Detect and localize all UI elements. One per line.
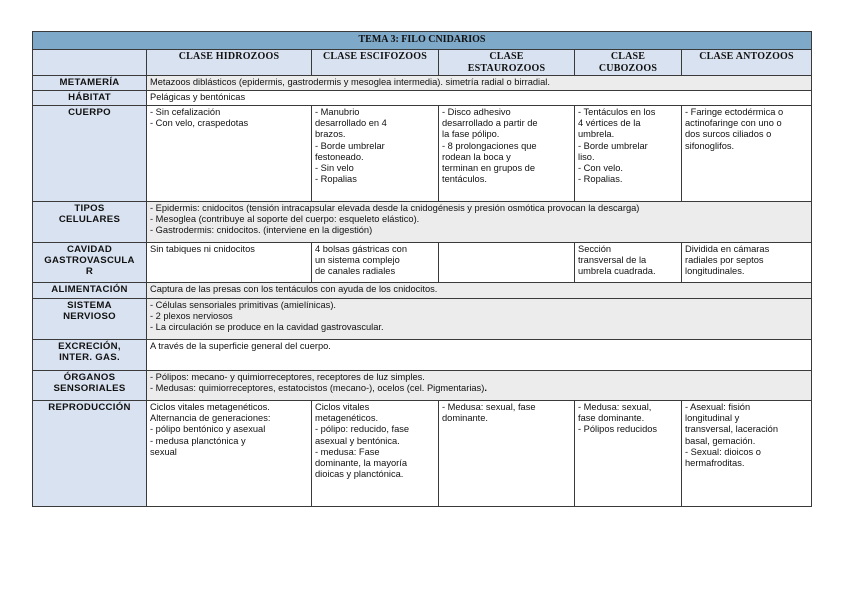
header-estaurozoos: CLASE ESTAUROZOOS: [439, 50, 575, 76]
cell-estaurozoos: - Disco adhesivo desarrollado a partir de la fase pólipo. - 8 prolongaciones que rodean la boca y terminan en grupos de tentáculos.: [439, 106, 575, 202]
cell-cubozoos: - Medusa: sexual, fase dominante. - Pólipos reducidos: [575, 401, 682, 507]
header-row: [33, 50, 812, 76]
cell-cubozoos: - Tentáculos en los 4 vértices de la umbrela. - Borde umbrelar liso. - Con velo. - Ropalias.: [575, 106, 682, 202]
table-title: TEMA 3: FILO CNIDARIOS: [33, 32, 812, 50]
cell-antozoos: Dividida en cámaras radiales por septos longitudinales.: [682, 243, 812, 283]
cell-cubozoos: Sección transversal de la umbrela cuadrada.: [575, 243, 682, 283]
organos-line-1: - Pólipos: mecano- y quimiorreceptores, receptores de luz simples.: [150, 372, 425, 382]
row-label: HÁBITAT: [33, 91, 147, 106]
header-cubozoos: CLASE CUBOZOOS: [575, 50, 682, 76]
header-antozoos: CLASE ANTOZOOS: [682, 50, 812, 76]
row-text: - Células sensoriales primitivas (amielínicas). - 2 plexos nerviosos - La circulación se produce en la cavidad gastrovascular.: [147, 299, 812, 340]
cnidarios-table: [32, 31, 812, 507]
row-text: [147, 371, 812, 401]
header-escifozoos: CLASE ESCIFOZOOS: [312, 50, 439, 76]
cell-estaurozoos: - Medusa: sexual, fase dominante.: [439, 401, 575, 507]
row-sistema-nervioso: [33, 299, 812, 340]
row-label: METAMERÍA: [33, 76, 147, 91]
cell-hidrozoos: Ciclos vitales metagenéticos. Alternancia de generaciones: - pólipo bentónico y asexual - medusa planctónica y sexual: [147, 401, 312, 507]
row-label: CUERPO: [33, 106, 147, 202]
row-text: Metazoos diblásticos (epidermis, gastrodermis y mesoglea intermedia). simetría radial o birradial.: [147, 76, 812, 91]
row-label: ÓRGANOS SENSORIALES: [33, 371, 147, 401]
row-alimentacion: [33, 283, 812, 299]
cell-antozoos: - Faringe ectodérmica o actinofaringe con uno o dos surcos ciliados o sifonoglifos.: [682, 106, 812, 202]
organos-line-2: - Medusas: quimiorreceptores, estatocistos (mecano-), ocelos (cel. Pigmentarias): [150, 383, 485, 394]
row-tipos-celulares: [33, 202, 812, 243]
row-text: A través de la superficie general del cuerpo.: [147, 340, 812, 371]
title-row: [33, 32, 812, 50]
row-habitat: [33, 91, 812, 106]
row-label: TIPOS CELULARES: [33, 202, 147, 243]
row-cuerpo: [33, 106, 812, 202]
cell-hidrozoos: - Sin cefalización - Con velo, craspedotas: [147, 106, 312, 202]
row-label: CAVIDAD GASTROVASCULA R: [33, 243, 147, 283]
row-text: Captura de las presas con los tentáculos con ayuda de los cnidocitos.: [147, 283, 812, 299]
row-label: REPRODUCCIÓN: [33, 401, 147, 507]
row-excrecion: [33, 340, 812, 371]
header-hidrozoos: CLASE HIDROZOOS: [147, 50, 312, 76]
header-empty: [33, 50, 147, 76]
cell-hidrozoos: Sin tabiques ni cnidocitos: [147, 243, 312, 283]
row-organos-sensoriales: [33, 371, 812, 401]
row-label: SISTEMA NERVIOSO: [33, 299, 147, 340]
row-label: EXCRECIÓN, INTER. GAS.: [33, 340, 147, 371]
row-label: ALIMENTACIÓN: [33, 283, 147, 299]
organos-end-period: .: [484, 383, 487, 394]
row-metameria: [33, 76, 812, 91]
cell-escifozoos: 4 bolsas gástricas con un sistema complejo de canales radiales: [312, 243, 439, 283]
cell-estaurozoos: [439, 243, 575, 283]
row-reproduccion: [33, 401, 812, 507]
row-text: - Epidermis: cnidocitos (tensión intracapsular elevada desde la cnidogénesis y presión osmótica provocan la descarga) - Mesoglea (contribuye al soporte del cuerpo: esqueleto elástico). - Gastrodermis: cnidocitos. (interviene en la digestión): [147, 202, 812, 243]
row-text: Pelágicas y bentónicas: [147, 91, 812, 106]
cell-antozoos: - Asexual: fisión longitudinal y transversal, laceración basal, gemación. - Sexual: dioicos o hermafroditas.: [682, 401, 812, 507]
cell-escifozoos: - Manubrio desarrollado en 4 brazos. - Borde umbrelar festoneado. - Sin velo - Ropalias: [312, 106, 439, 202]
row-cavidad: [33, 243, 812, 283]
cell-escifozoos: Ciclos vitales metagenéticos. - pólipo: reducido, fase asexual y bentónica. - medusa: Fase dominante, la mayoría dioicas y planctónica.: [312, 401, 439, 507]
